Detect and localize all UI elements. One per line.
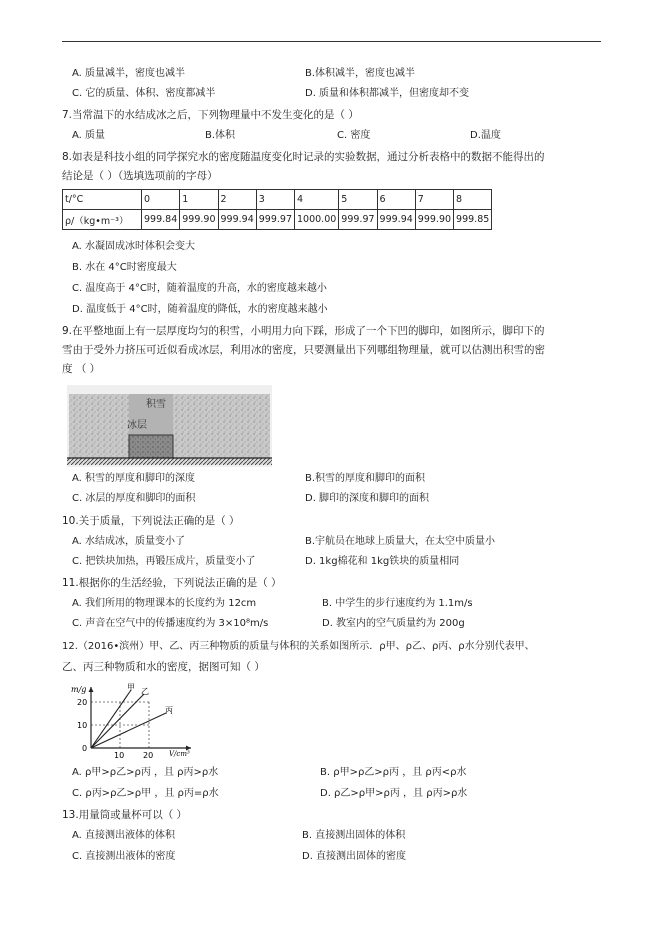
q10-option-d: D. 1kg棉花和 1kg铁块的质量相同 — [305, 556, 460, 567]
header-rule — [62, 41, 601, 42]
q10-option-c: C. 把铁块加热，再锻压成片，质量变小了 — [72, 556, 256, 567]
y-axis-label: m/g — [71, 685, 87, 694]
table-cell: 999.90 — [415, 210, 453, 230]
q9-option-c: C. 冰层的厚度和脚印的面积 — [72, 493, 196, 504]
q7-option-d: D.温度 — [470, 130, 501, 141]
ground — [67, 458, 272, 465]
snow-footprint-figure — [67, 385, 272, 467]
q12-option-d: D. ρ乙>ρ甲>ρ丙 ，且 ρ丙>ρ水 — [320, 788, 468, 799]
table-cell: 1000.00 — [295, 210, 339, 230]
q9-stem-line1: 9.在平整地面上有一层厚度均匀的积雪，小明用力向下踩，形成了一个下凹的脚印，如图所示，脚印下的 — [62, 325, 545, 337]
table-cell: 7 — [415, 190, 453, 210]
q11-option-c: C. 声音在空气中的传播速度约为 3×10⁸m/s — [72, 618, 269, 629]
table-row-temperature — [63, 190, 492, 210]
q12-option-a: A. ρ甲>ρ乙>ρ丙 ，且 ρ丙>ρ水 — [72, 767, 219, 778]
q12-option-c: C. ρ丙>ρ乙>ρ甲 ，且 ρ丙=ρ水 — [72, 788, 219, 799]
x-axis-label: V/cm³ — [169, 750, 190, 758]
q8-option-a: A. 水凝固成冰时体积会变大 — [72, 241, 196, 252]
table-cell: 8 — [454, 190, 492, 210]
y-axis-arrow-icon — [89, 687, 94, 692]
table-cell: 3 — [256, 190, 294, 210]
density-table — [62, 189, 492, 230]
table-cell: 4 — [295, 190, 339, 210]
q7-option-a: A. 质量 — [72, 130, 106, 141]
mass-volume-graph — [69, 683, 199, 761]
table-row-density — [63, 210, 492, 230]
table-cell: 2 — [218, 190, 256, 210]
q13-option-b: B. 直接测出固体的体积 — [302, 830, 406, 841]
table-cell: 5 — [339, 190, 377, 210]
series-line-yi — [91, 694, 144, 748]
table-cell: 6 — [377, 190, 415, 210]
q11-stem: 11.根据你的生活经验，下列说法正确的是（ ） — [62, 577, 282, 589]
q9-option-a: A. 积雪的厚度和脚印的深度 — [72, 473, 196, 484]
series-label-bing: 丙 — [165, 706, 173, 715]
q13-option-a: A. 直接测出液体的体积 — [72, 830, 176, 841]
table-header-density: ρ/（kg•m⁻³） — [63, 210, 142, 230]
table-cell: 999.85 — [454, 210, 492, 230]
q12-stem-line1: 12.（2016•滨州）甲、乙、丙三种物质的质量与体积的关系如图所示．ρ甲、ρ乙、ρ丙、ρ水分别代表甲、 — [62, 641, 535, 652]
q9-stem-line2: 雪由于受外力挤压可近似看成冰层，利用冰的密度，只要测量出下列哪组物理量，就可以估测出积雪的密 — [62, 344, 545, 356]
table-cell: 999.97 — [256, 210, 294, 230]
q6-option-d: D. 质量和体积都减半，但密度却不变 — [305, 88, 470, 99]
q11-option-d: D. 教室内的空气质量约为 200g — [322, 618, 465, 629]
q13-stem: 13.用量筒或量杯可以（ ） — [62, 809, 188, 821]
table-cell: 999.90 — [180, 210, 218, 230]
table-header-temperature: t/°C — [63, 190, 142, 210]
series-line-jia — [91, 690, 131, 748]
q6-option-b: B.体积减半，密度也减半 — [305, 68, 416, 79]
q8-option-c: C. 温度高于 4°C时，随着温度的升高，水的密度越来越小 — [72, 283, 327, 294]
table-cell: 0 — [142, 190, 180, 210]
y-tick-label: 20 — [77, 698, 88, 707]
series-label-yi: 乙 — [141, 687, 149, 696]
q11-option-b: B. 中学生的步行速度约为 1.1m/s — [322, 598, 473, 609]
q13-option-d: D. 直接测出固体的密度 — [302, 851, 407, 862]
table-cell: 999.97 — [339, 210, 377, 230]
q7-option-c: C. 密度 — [337, 130, 371, 141]
x-tick-label: 10 — [114, 751, 125, 760]
q10-option-b: B.宇航员在地球上质量大，在太空中质量小 — [305, 536, 496, 547]
ice-layer — [129, 435, 173, 458]
table-cell: 999.94 — [377, 210, 415, 230]
table-cell: 999.84 — [142, 210, 180, 230]
table-cell: 1 — [180, 190, 218, 210]
q9-stem-line3: 度 （ ） — [62, 363, 101, 375]
q8-option-d: D. 温度低于 4°C时，随着温度的降低，水的密度越来越小 — [72, 304, 328, 315]
y-tick-label: 0 — [82, 744, 88, 753]
q13-option-c: C. 直接测出液体的密度 — [72, 851, 176, 862]
series-line-bing — [91, 713, 166, 748]
q12-option-b: B. ρ甲>ρ乙>ρ丙 ，且 ρ丙<ρ水 — [320, 767, 467, 778]
y-tick-label: 10 — [77, 721, 88, 730]
snow-label: 积雪 — [146, 399, 166, 410]
q8-option-b: B. 水在 4°C时密度最大 — [72, 262, 177, 273]
ice-label: 冰层 — [127, 420, 147, 431]
q6-option-a: A. 质量减半，密度也减半 — [72, 68, 186, 79]
q9-option-d: D. 脚印的深度和脚印的面积 — [305, 493, 430, 504]
q6-option-c: C. 它的质量、体积、密度都减半 — [72, 88, 216, 99]
q7-stem: 7.当常温下的水结成冰之后，下列物理量中不发生变化的是（ ） — [62, 109, 359, 121]
q11-option-a: A. 我们所用的物理课本的长度约为 12cm — [72, 598, 257, 609]
q8-stem-line1: 8.如表是科技小组的同学探究水的密度随温度变化时记录的实验数据，通过分析表格中的数据不能得出的 — [62, 151, 545, 163]
q9-option-b: B.积雪的厚度和脚印的面积 — [305, 473, 426, 484]
q12-stem-line2: 乙、丙三种物质和水的密度，据图可知（ ） — [62, 661, 265, 673]
series-label-jia: 甲 — [127, 683, 135, 692]
q10-option-a: A. 水结成冰，质量变小了 — [72, 536, 186, 547]
x-tick-label: 20 — [143, 751, 154, 760]
q10-stem: 10.关于质量，下列说法正确的是（ ） — [62, 515, 240, 527]
table-cell: 999.94 — [218, 210, 256, 230]
q8-stem-line2: 结论是（ ）（选填选项前的字母） — [62, 170, 218, 182]
q7-option-b: B.体积 — [205, 130, 236, 141]
